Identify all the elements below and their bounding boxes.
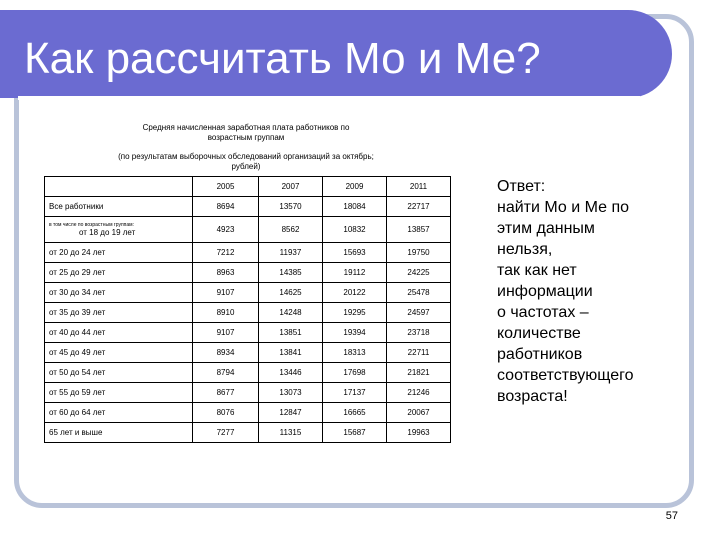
answer-line: о частотах – bbox=[497, 304, 589, 321]
table-cell: 15693 bbox=[323, 243, 387, 263]
table-cell: 15687 bbox=[323, 423, 387, 443]
table-cell: 9107 bbox=[193, 283, 259, 303]
table-cell: 13073 bbox=[259, 383, 323, 403]
table-cell: 10832 bbox=[323, 217, 387, 243]
table-cell: 21821 bbox=[387, 363, 451, 383]
row-label bbox=[45, 217, 193, 243]
table-row bbox=[45, 343, 451, 363]
table-cell: 11937 bbox=[259, 243, 323, 263]
row-label: от 55 до 59 лет bbox=[45, 383, 193, 403]
table-cell: 22711 bbox=[387, 343, 451, 363]
row-label: от 45 до 49 лет bbox=[45, 343, 193, 363]
answer-line: количестве bbox=[497, 325, 581, 342]
table-row bbox=[45, 363, 451, 383]
table-caption-line4: рублей) bbox=[231, 162, 261, 171]
answer-line: соответствующего bbox=[497, 367, 634, 384]
table-cell: 14248 bbox=[259, 303, 323, 323]
table-row bbox=[45, 423, 451, 443]
page-number: 57 bbox=[665, 510, 678, 522]
table-cell: 13446 bbox=[259, 363, 323, 383]
table-row bbox=[45, 323, 451, 343]
row-label: от 25 до 29 лет bbox=[45, 263, 193, 283]
table-row bbox=[45, 383, 451, 403]
table-cell: 22717 bbox=[387, 197, 451, 217]
answer-line: информации bbox=[497, 283, 593, 300]
table-cell: 17698 bbox=[323, 363, 387, 383]
table-header-cell: 2007 bbox=[259, 177, 323, 197]
table-cell: 7212 bbox=[193, 243, 259, 263]
table-cell: 9107 bbox=[193, 323, 259, 343]
title-bar bbox=[0, 10, 672, 98]
table-cell: 8076 bbox=[193, 403, 259, 423]
answer-line: найти Мо и Ме по bbox=[497, 199, 630, 216]
row-label: от 40 до 44 лет bbox=[45, 323, 193, 343]
row-label: от 50 до 54 лет bbox=[45, 363, 193, 383]
row-label: от 60 до 64 лет bbox=[45, 403, 193, 423]
table-cell: 13570 bbox=[259, 197, 323, 217]
table-cell: 13857 bbox=[387, 217, 451, 243]
table-cell: 16665 bbox=[323, 403, 387, 423]
slide-title: Как рассчитать Мо и Ме? bbox=[24, 34, 541, 83]
table-cell: 25478 bbox=[387, 283, 451, 303]
table-caption-line3: (по результатам выборочных обследований организаций за октябрь; bbox=[118, 152, 374, 161]
table-cell: 23718 bbox=[387, 323, 451, 343]
table-cell: 7277 bbox=[193, 423, 259, 443]
table-cell: 8677 bbox=[193, 383, 259, 403]
table-cell: 8934 bbox=[193, 343, 259, 363]
answer-text bbox=[497, 176, 687, 407]
table-header-cell: 2005 bbox=[193, 177, 259, 197]
table-header-cell: 2009 bbox=[323, 177, 387, 197]
table-cell: 14625 bbox=[259, 283, 323, 303]
table-cell: 13851 bbox=[259, 323, 323, 343]
table-cell: 24225 bbox=[387, 263, 451, 283]
answer-line: этим данным bbox=[497, 220, 595, 237]
answer-line: Ответ: bbox=[497, 178, 546, 195]
answer-line: так как нет bbox=[497, 262, 577, 279]
row-label: от 35 до 39 лет bbox=[45, 303, 193, 323]
table-cell: 17137 bbox=[323, 383, 387, 403]
table-row bbox=[45, 263, 451, 283]
answer-line: возраста! bbox=[497, 388, 568, 405]
table-cell: 18084 bbox=[323, 197, 387, 217]
table-cell: 21246 bbox=[387, 383, 451, 403]
table-cell: 19112 bbox=[323, 263, 387, 283]
table-caption-line1: Средняя начисленная заработная плата работников по bbox=[142, 123, 350, 132]
table-cell: 8963 bbox=[193, 263, 259, 283]
table-header-row bbox=[45, 177, 451, 197]
answer-line: нельзя, bbox=[497, 241, 553, 258]
table-cell: 19295 bbox=[323, 303, 387, 323]
table-row bbox=[45, 197, 451, 217]
row-label: от 30 до 34 лет bbox=[45, 283, 193, 303]
table-cell: 8694 bbox=[193, 197, 259, 217]
table-cell: 8910 bbox=[193, 303, 259, 323]
title-underline bbox=[18, 96, 640, 100]
table-cell: 19394 bbox=[323, 323, 387, 343]
table-cell: 14385 bbox=[259, 263, 323, 283]
salary-table bbox=[44, 176, 451, 443]
row-label: от 20 до 24 лет bbox=[45, 243, 193, 263]
table-cell: 19750 bbox=[387, 243, 451, 263]
answer-line: работников bbox=[497, 346, 583, 363]
row-label-text: от 18 до 19 лет bbox=[79, 228, 136, 237]
table-cell: 12847 bbox=[259, 403, 323, 423]
row-label: 65 лет и выше bbox=[45, 423, 193, 443]
table-cell: 19963 bbox=[387, 423, 451, 443]
table-cell: 11315 bbox=[259, 423, 323, 443]
table-cell: 8794 bbox=[193, 363, 259, 383]
table-header-cell bbox=[45, 177, 193, 197]
table-caption-line2: возрастным группам bbox=[207, 133, 285, 142]
table-cell: 8562 bbox=[259, 217, 323, 243]
table-row bbox=[45, 217, 451, 243]
table-row bbox=[45, 303, 451, 323]
table-cell: 20067 bbox=[387, 403, 451, 423]
table-cell: 20122 bbox=[323, 283, 387, 303]
table-header-cell: 2011 bbox=[387, 177, 451, 197]
table-row bbox=[45, 403, 451, 423]
table-cell: 18313 bbox=[323, 343, 387, 363]
row-label: Все работники bbox=[45, 197, 193, 217]
table-cell: 4923 bbox=[193, 217, 259, 243]
row-label-prefix: в том числе по возрастным группам: bbox=[49, 222, 134, 228]
table-cell: 24597 bbox=[387, 303, 451, 323]
table-cell: 13841 bbox=[259, 343, 323, 363]
table-row bbox=[45, 283, 451, 303]
table-row bbox=[45, 243, 451, 263]
